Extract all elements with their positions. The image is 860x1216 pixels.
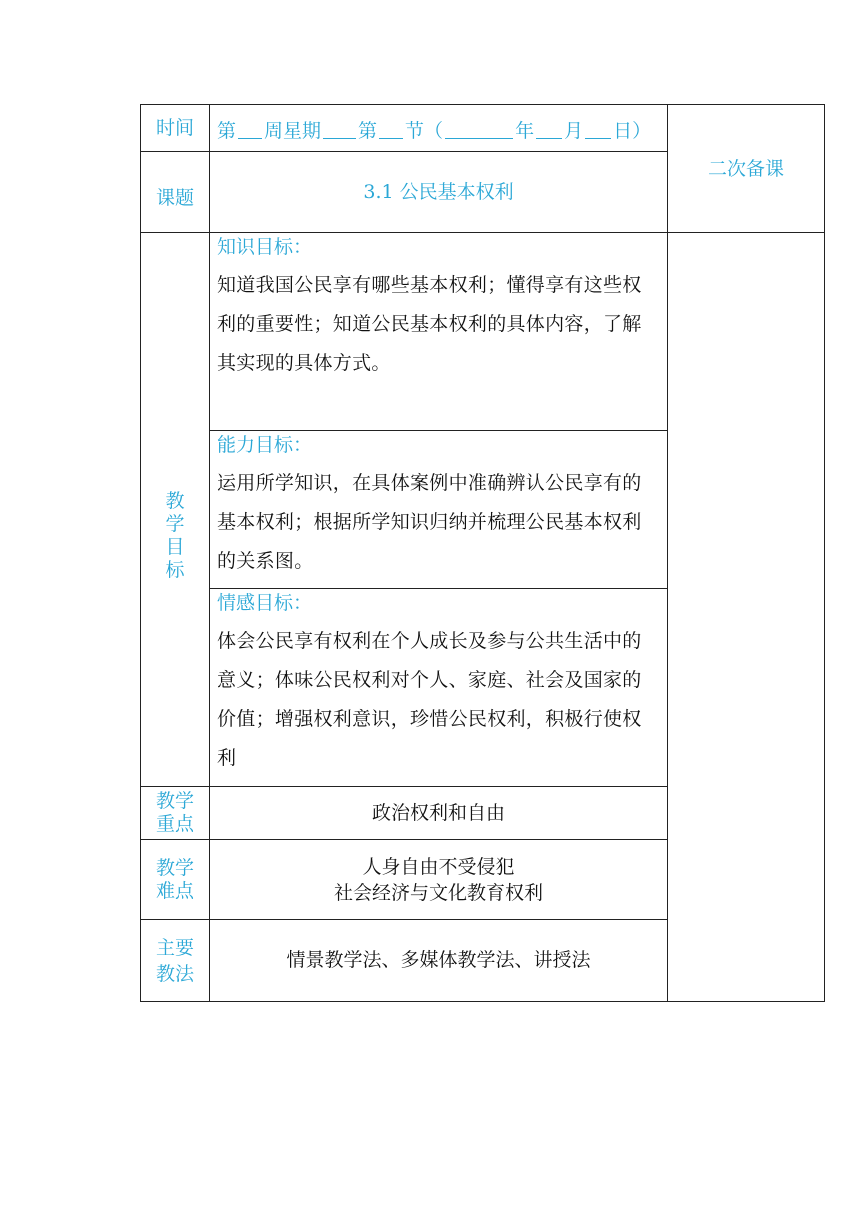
time-day-text: 日） <box>613 119 652 142</box>
goals-label-char-3: 目 <box>165 535 185 558</box>
knowledge-goal-line: 利的重要性；知道公民基本权利的具体内容，了解 <box>217 313 642 335</box>
goals-label-char-2: 学 <box>165 512 185 535</box>
weekday-blank[interactable] <box>323 120 356 139</box>
day-blank[interactable] <box>585 120 611 139</box>
difficulty-item: 社会经济与文化教育权利 <box>333 881 543 904</box>
key-points-label-line-2: 重点 <box>155 813 194 835</box>
methods-label <box>156 935 194 987</box>
knowledge-goal-body <box>217 266 663 383</box>
knowledge-goal-line: 其实现的具体方式。 <box>217 352 391 374</box>
year-blank[interactable] <box>445 120 513 139</box>
difficulties-label <box>156 857 194 903</box>
difficulties-value-cell <box>210 840 667 919</box>
month-blank[interactable] <box>536 120 562 139</box>
difficulties-label-cell <box>141 840 209 919</box>
table-border-bottom <box>140 1001 825 1002</box>
topic-value: 3.1 公民基本权利 <box>363 180 514 203</box>
time-year-text: 年 <box>515 119 535 142</box>
table-border-right <box>824 104 825 1002</box>
second-prep-label: 二次备课 <box>707 158 784 180</box>
difficulties-label-line-2: 难点 <box>155 879 194 902</box>
difficulty-item: 人身自由不受侵犯 <box>362 855 515 878</box>
key-points-label-line-1: 教学 <box>155 790 194 812</box>
row-divider-ability <box>209 588 668 589</box>
methods-value: 情景教学法、多媒体教学法、讲授法 <box>286 949 591 971</box>
key-points-value: 政治权利和自由 <box>371 801 505 824</box>
second-prep-header <box>668 157 824 181</box>
key-points-label <box>156 790 194 836</box>
time-month-text: 月 <box>564 119 584 142</box>
methods-label-line-1: 主要 <box>155 936 194 959</box>
ability-goal-line: 的关系图。 <box>217 550 314 572</box>
time-label-cell <box>141 105 209 151</box>
emotion-goal-title: 情感目标： <box>217 592 313 614</box>
goals-label-cell <box>141 233 209 786</box>
goals-label-char-4: 标 <box>165 558 185 581</box>
emotion-goal-line: 意义；体味公民权利对个人、家庭、社会及国家的 <box>217 669 642 691</box>
knowledge-goal-line: 知道我国公民享有哪些基本权利；懂得享有这些权 <box>217 274 642 296</box>
goals-label <box>165 490 184 582</box>
ability-goal-line: 基本权利；根据所学知识归纳并梳理公民基本权利 <box>217 511 642 533</box>
difficulties-label-line-1: 教学 <box>155 856 194 879</box>
row-divider-knowledge <box>209 430 668 431</box>
methods-value-cell <box>210 920 667 1001</box>
topic-label-cell <box>141 152 209 232</box>
ability-goal-line: 运用所学知识，在具体案例中准确辨认公民享有的 <box>217 472 642 494</box>
difficulties-values <box>334 854 543 906</box>
time-week-prefix: 第 <box>217 119 237 142</box>
goals-label-char-1: 教 <box>165 489 185 512</box>
key-points-value-cell <box>210 787 667 839</box>
methods-label-line-2: 教法 <box>155 962 194 985</box>
emotion-goal-body <box>217 622 663 778</box>
second-prep-notes-area[interactable] <box>668 233 824 1001</box>
key-points-label-cell <box>141 787 209 839</box>
time-weekday-text: 周星期 <box>264 119 322 142</box>
week-blank[interactable] <box>238 120 262 139</box>
period-blank[interactable] <box>379 120 403 139</box>
emotion-goal-line: 体会公民享有权利在个人成长及参与公共生活中的 <box>217 630 642 652</box>
emotion-goal-line: 利 <box>217 747 237 769</box>
topic-value-cell <box>210 152 667 232</box>
time-period-prefix: 第 <box>358 119 378 142</box>
time-field <box>217 116 651 142</box>
knowledge-goal-title: 知识目标： <box>217 236 313 258</box>
ability-goal-body <box>217 464 663 581</box>
methods-label-cell <box>141 920 209 1001</box>
time-period-suffix: 节（ <box>405 119 444 142</box>
topic-label: 课题 <box>155 187 194 209</box>
ability-goal-title: 能力目标： <box>217 434 313 456</box>
table-border-top <box>140 104 825 105</box>
time-label: 时间 <box>155 117 194 139</box>
emotion-goal-line: 价值；增强权利意识，珍惜公民权利，积极行使权 <box>217 708 642 730</box>
